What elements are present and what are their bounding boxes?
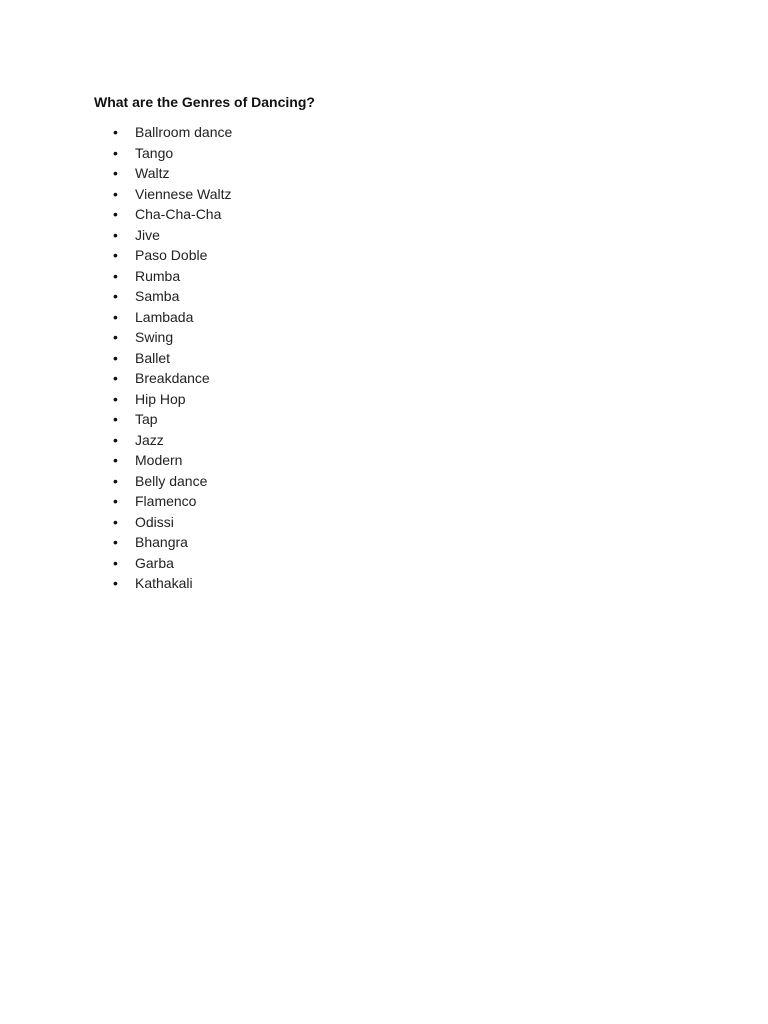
genre-label: Paso Doble bbox=[135, 247, 208, 263]
document-title: What are the Genres of Dancing? bbox=[94, 94, 315, 110]
bullet-icon: • bbox=[113, 411, 118, 427]
genre-label: Rumba bbox=[135, 267, 181, 284]
bullet-icon: • bbox=[113, 124, 118, 140]
bullet-icon: • bbox=[113, 370, 118, 386]
genre-label: Odissi bbox=[135, 513, 174, 530]
bullet-icon: • bbox=[113, 165, 118, 181]
bullet-icon: • bbox=[113, 206, 118, 222]
bullet-icon: • bbox=[113, 513, 118, 530]
genre-label: Swing bbox=[135, 329, 174, 345]
bullet-icon: • bbox=[113, 329, 118, 345]
bullet-icon: • bbox=[113, 247, 118, 263]
bullet-icon: • bbox=[113, 308, 118, 325]
bullet-icon: • bbox=[113, 431, 118, 448]
genre-label: Waltz bbox=[135, 165, 170, 181]
bullet-icon: • bbox=[113, 472, 118, 489]
bullet-icon: • bbox=[113, 534, 118, 550]
bullet-icon: • bbox=[113, 452, 118, 468]
genre-label: Lambada bbox=[135, 308, 194, 325]
bullet-icon: • bbox=[113, 185, 118, 202]
genre-label: Hip Hop bbox=[135, 390, 186, 407]
genre-label: Cha-Cha-Cha bbox=[135, 206, 222, 222]
genre-label: Modern bbox=[135, 452, 183, 468]
genre-label: Kathakali bbox=[135, 575, 193, 591]
genre-label: Ballroom dance bbox=[135, 124, 233, 140]
genre-label: Jazz bbox=[135, 431, 164, 448]
genre-label: Ballet bbox=[135, 349, 171, 366]
genre-label: Flamenco bbox=[135, 493, 197, 509]
bullet-icon: • bbox=[113, 554, 118, 571]
genre-label: Bhangra bbox=[135, 534, 188, 550]
bullet-icon: • bbox=[113, 575, 118, 591]
genre-label: Jive bbox=[135, 226, 160, 243]
genre-label: Breakdance bbox=[135, 370, 210, 386]
genre-label: Belly dance bbox=[135, 472, 208, 489]
bullet-icon: • bbox=[113, 349, 118, 366]
genre-label: Samba bbox=[135, 288, 180, 304]
bullet-icon: • bbox=[113, 493, 118, 509]
bullet-icon: • bbox=[113, 144, 118, 161]
bullet-icon: • bbox=[113, 267, 118, 284]
bullet-icon: • bbox=[113, 288, 118, 304]
bullet-icon: • bbox=[113, 226, 118, 243]
genre-label: Garba bbox=[135, 554, 174, 571]
bullet-icon: • bbox=[113, 390, 118, 407]
genre-label: Tap bbox=[135, 411, 158, 427]
genre-label: Viennese Waltz bbox=[135, 185, 232, 202]
genre-label: Tango bbox=[135, 144, 174, 161]
